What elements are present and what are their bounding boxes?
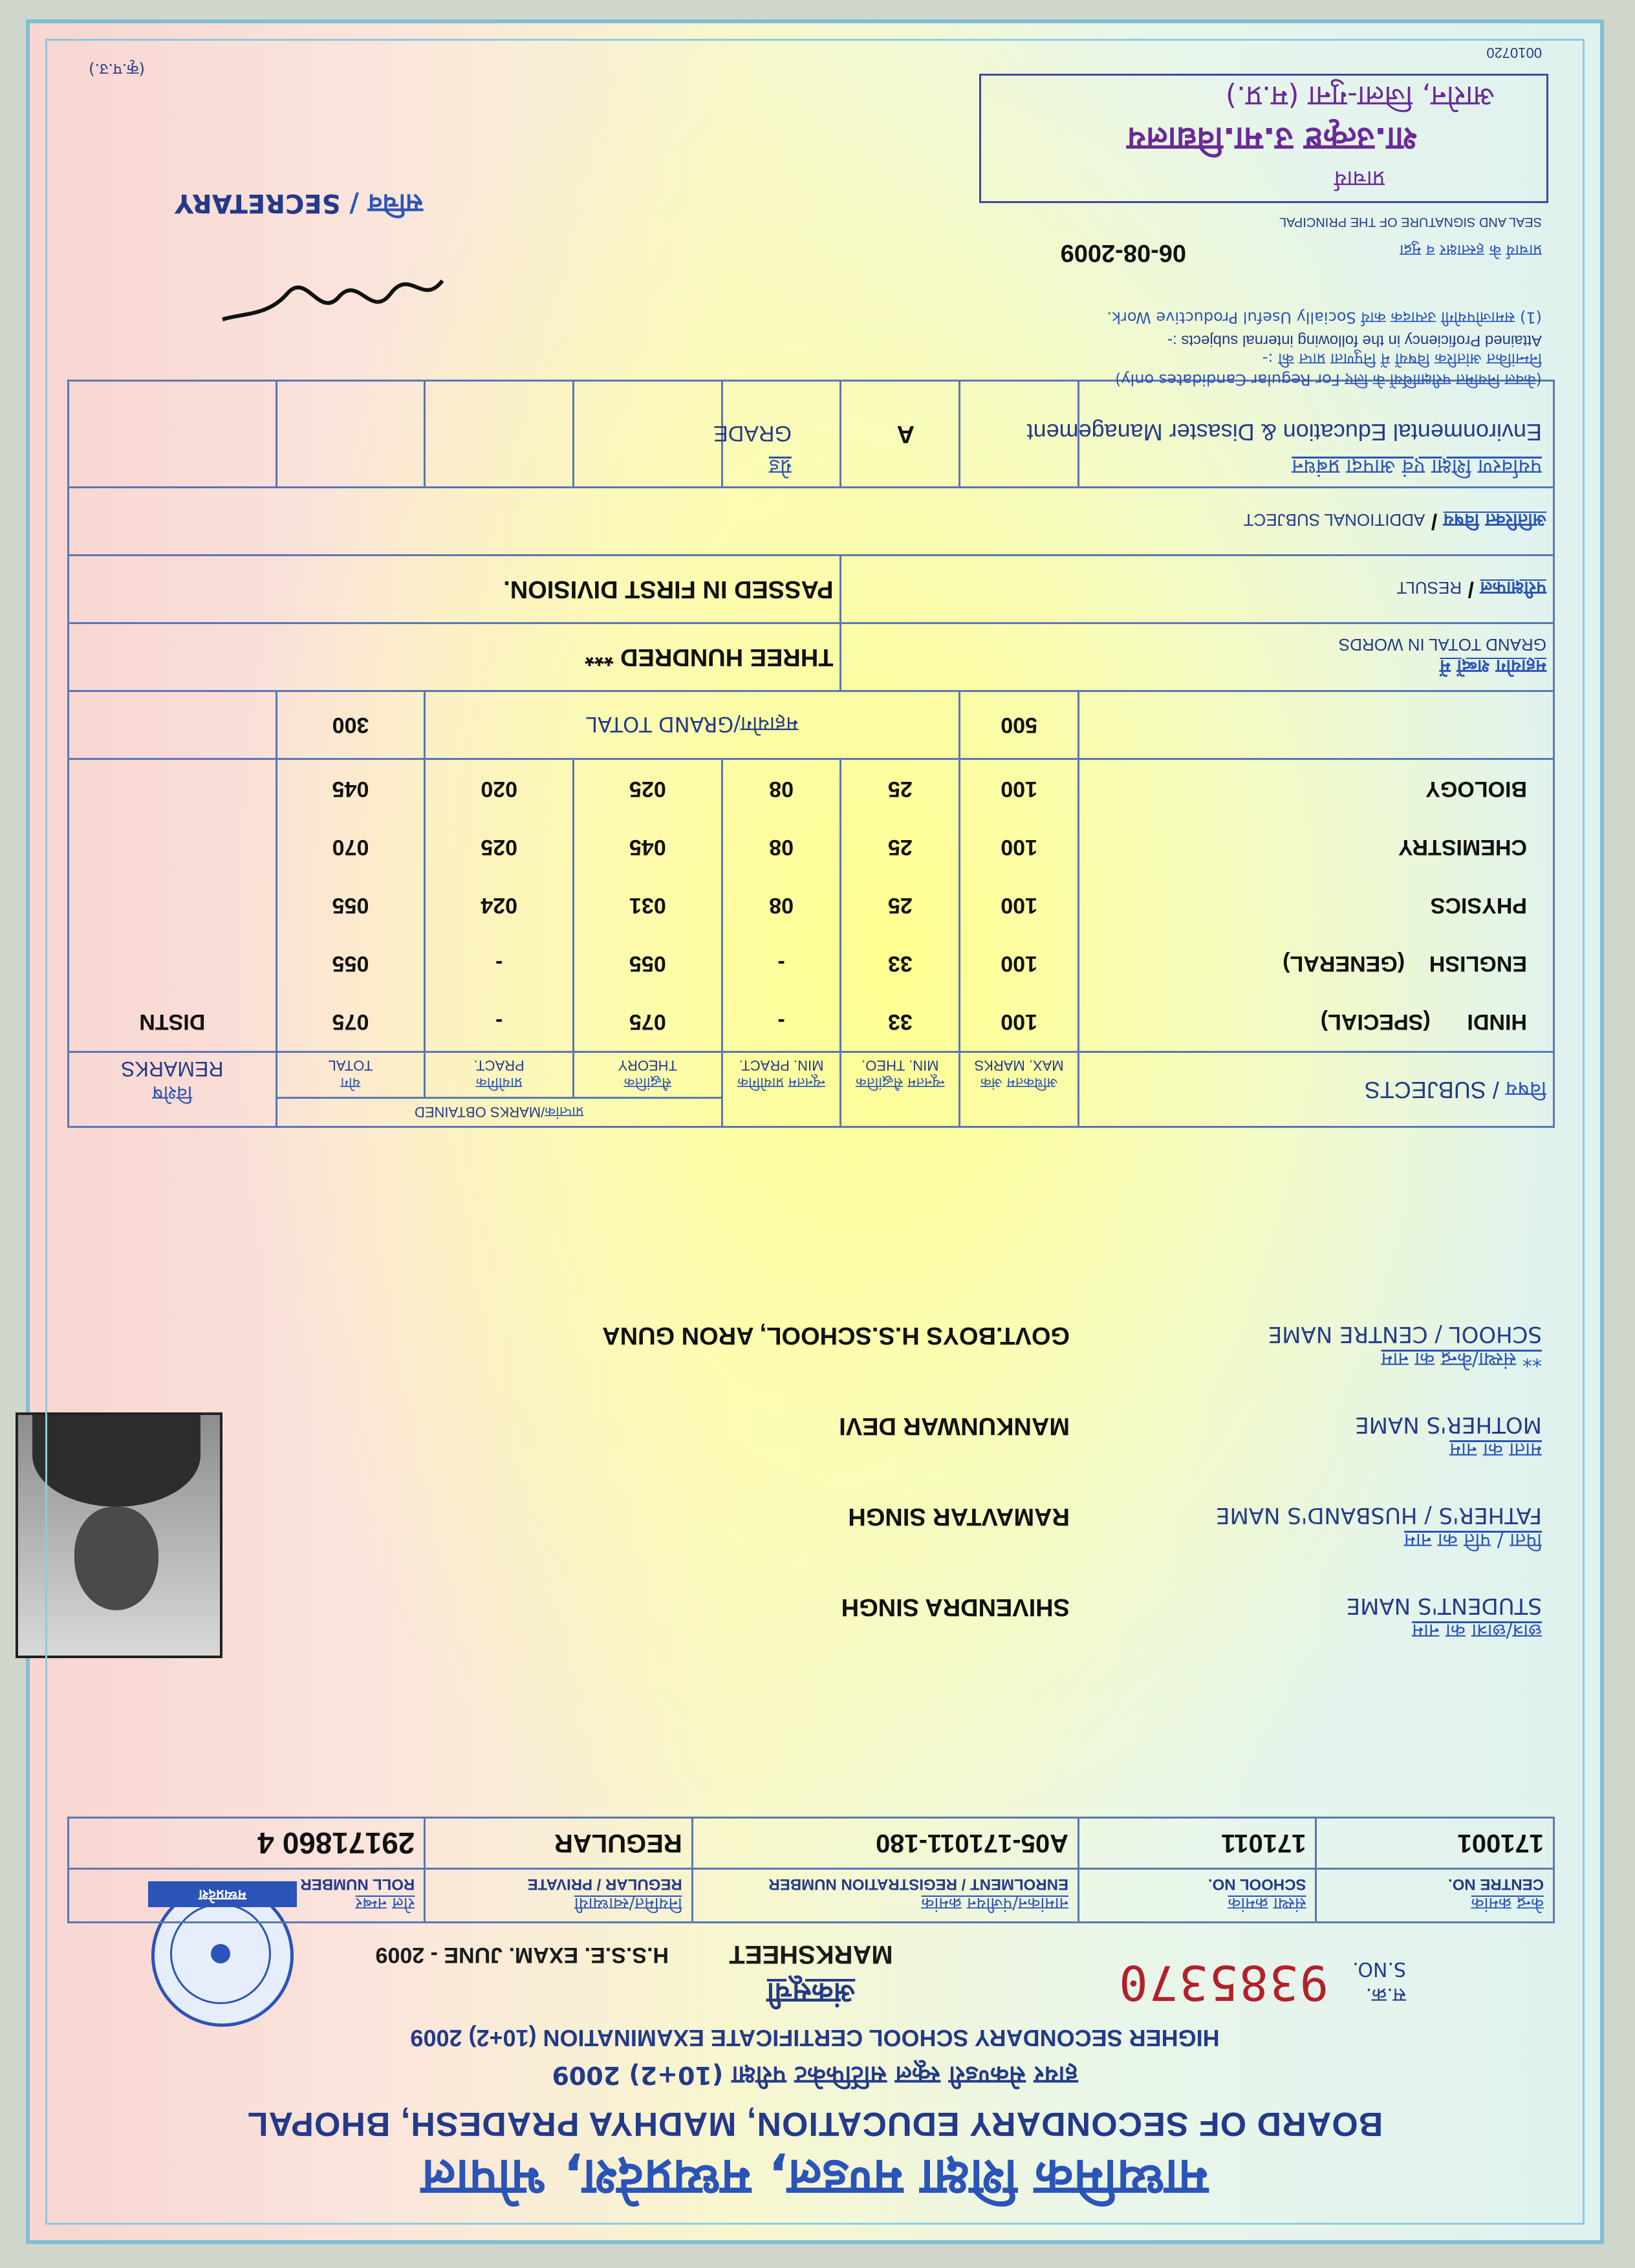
proficiency-note-hindi: निम्नांकित आंतरिक विषयों में निपुणता प्राप्त की :- — [1262, 350, 1542, 368]
student-name-label: छात्र/छात्रा का नाम STUDENT'S NAME — [1346, 1593, 1542, 1642]
table-row: BIOLOGY 100 25 08 025 020 045 — [69, 759, 1554, 819]
marksheet-title-hindi: अंकसूची — [766, 1976, 856, 2009]
secretary-label: सचिव / SECRETARY — [175, 188, 423, 218]
pto-note: (कृ.प.उ.) — [89, 60, 145, 78]
grand-total-max: 500 — [960, 691, 1079, 759]
regular-private-header: नियमित/स्वाध्यायी REGULAR / PRIVATE — [425, 1869, 692, 1923]
seal-signature-label: SEAL AND SIGNATURE OF THE PRINCIPAL — [1279, 215, 1542, 229]
remarks-header: विशेष REMARKS — [69, 1052, 277, 1127]
exam-title-hindi: हायर सेकण्डरी स्कूल सर्टिफिकेट परीक्षा (10+2) 2009 — [552, 2061, 1078, 2090]
exam-title-english: HIGHER SECONDARY SCHOOL CERTIFICATE EXAMINATION (10+2) 2009 — [410, 2025, 1220, 2051]
school-name-value: GOVT.BOYS H.S.SCHOOL, ARON GUNA — [602, 1322, 1070, 1349]
additional-subject-row: अतिरिक्त विषय / ADDITIONAL SUBJECT — [69, 488, 1554, 556]
centre-no-value: 171001 — [1316, 1818, 1554, 1869]
school-no-header: संस्था क्रमांक SCHOOL NO. — [1078, 1869, 1316, 1923]
result-row: परीक्षाफल / RESULT PASSED IN FIRST DIVISION. — [69, 556, 1554, 623]
grand-total-words: THREE HUNDRED *** — [69, 623, 841, 691]
env-subject-english: Environmental Education & Disaster Management — [1026, 419, 1542, 446]
max-marks-header: अधिकतम अंक MAX. MARKS — [960, 1052, 1079, 1127]
grade-label-english: GRADE — [713, 421, 792, 446]
marks-table — [67, 380, 1555, 1128]
table-row: PHYSICS 100 25 08 031 024 055 — [69, 876, 1554, 934]
grand-total-words-row: महायोग शब्दों में GRAND TOTAL IN WORDS THREE HUNDRED *** — [69, 623, 1554, 691]
secretary-signature-icon — [216, 255, 449, 332]
enrolment-header: नामांकन/पंजीयन क्रमांक ENROLMENT / REGISTRATION NUMBER — [692, 1869, 1078, 1923]
table-row: ENGLISH (GENERAL) 100 33 - 055 - 055 — [69, 934, 1554, 993]
roll-number-value: 29171860 4 — [69, 1818, 425, 1869]
min-theo-header: न्यूनतम सैद्धांतिक MIN. THEO. — [841, 1052, 960, 1127]
table-row: HINDI (SPECIAL) 100 33 - 075 - 075 DISTN — [69, 993, 1554, 1052]
seal-text: मध्यप्रदेश — [148, 1881, 297, 1907]
env-subject-hindi: पर्यावरण शिक्षा एवं आपदा प्रबंधन — [1292, 455, 1542, 479]
min-pract-header: न्यूनतम प्रायोगिक MIN. PRACT. — [722, 1052, 841, 1127]
serial-number: 9385370 — [1118, 1954, 1328, 2010]
grade-value: A — [896, 420, 915, 448]
subjects-header: विषय / SUBJECTS — [1078, 1052, 1554, 1127]
marksheet-title-english: MARKSHEET — [729, 1940, 893, 1969]
principal-stamp: प्राचार्य शा.उत्कृष्ट उ.मा.विद्यालय आरोन, जिला-गुना (म.प्र.) — [979, 74, 1548, 203]
result-value: PASSED IN FIRST DIVISION. — [69, 556, 841, 623]
board-title-hindi: माध्यमिक शिक्षा मण्डल, मध्यप्रदेश, भोपाल — [421, 2148, 1209, 2207]
document-serial: 0010720 — [1486, 45, 1542, 61]
roll-number-header: रोल नम्बर ROLL NUMBER — [69, 1869, 425, 1923]
school-name-label: ** संस्था/केन्द्र का नाम SCHOOL / CENTRE NAME — [1268, 1321, 1542, 1370]
grade-label-hindi: ग्रेड — [768, 455, 792, 479]
mother-name-label: माता का नाम MOTHER'S NAME — [1355, 1412, 1542, 1461]
exam-session: H.S.S.E. EXAM. JUNE - 2009 — [375, 1943, 669, 1967]
identity-table — [67, 1817, 1555, 1923]
total-header: योग TOTAL — [276, 1052, 425, 1098]
student-name-value: SHIVENDRA SINGH — [841, 1593, 1070, 1621]
principal-sign-label: प्राचार्य के हस्ताक्षर व मुद्रा — [1400, 241, 1542, 259]
board-title-english: BOARD OF SECONDARY EDUCATION, MADHYA PRADESH, BHOPAL — [246, 2105, 1383, 2143]
proficiency-note-english: Attained Proficiency in the following internal subjects :- — [1167, 332, 1542, 349]
grand-total-row — [69, 691, 1554, 759]
grand-total-value: 300 — [276, 691, 425, 759]
father-name-value: RAMAVTAR SINGH — [848, 1503, 1070, 1530]
marksheet-sheet — [26, 19, 1604, 2244]
mother-name-value: MANKUNWAR DEVI — [839, 1412, 1070, 1440]
pract-header: प्रायोगिक PRACT. — [425, 1052, 574, 1098]
student-photo — [16, 1412, 222, 1658]
table-row: CHEMISTRY 100 25 08 045 025 070 — [69, 818, 1554, 876]
serial-number-label: स.क्र. S.NO. — [1352, 1958, 1406, 2006]
theory-header: सैद्धांतिक THEORY — [574, 1052, 722, 1098]
regular-private-value: REGULAR — [425, 1818, 692, 1869]
centre-no-header: केन्द्र क्रमांक CENTRE NO. — [1316, 1869, 1554, 1923]
school-no-value: 171011 — [1078, 1818, 1316, 1869]
father-name-label: पिता / पति का नाम FATHER'S / HUSBAND'S NAME — [1216, 1502, 1542, 1551]
marks-obtained-header: प्राप्तांक/MARKS OBTAINED — [276, 1098, 722, 1127]
issue-date: 06-08-2009 — [1060, 239, 1186, 266]
proficiency-item: (1) समाजोपयोगी उत्पादक कार्य Socially Useful Productive Work. — [1107, 308, 1542, 327]
enrolment-value: A05-171011-180 — [692, 1818, 1078, 1869]
regular-note: (केवल नियमित परीक्षार्थियों के लिए For Regular Candidates only) — [1115, 371, 1542, 389]
grand-total-label: महायोग/GRAND TOTAL — [425, 691, 960, 759]
